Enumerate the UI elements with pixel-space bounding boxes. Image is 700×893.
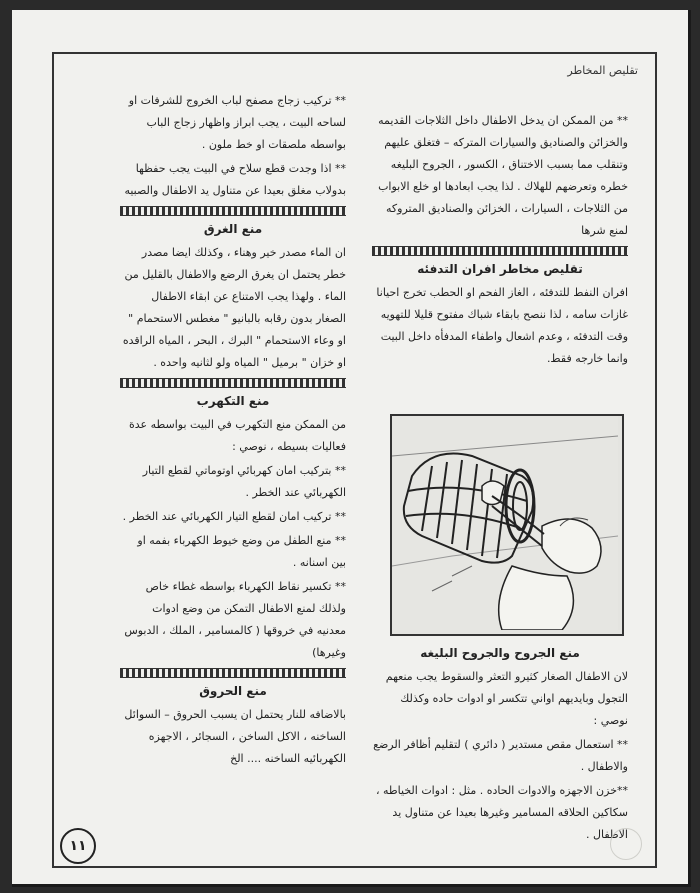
heating-heading: تقليص مخاطر افران التدفئه bbox=[417, 262, 583, 276]
wounds-item-scissors: ** استعمال مقص مستدير ( دائري ) لتقليم أظافر الرضع والاطفال . bbox=[373, 738, 628, 773]
drowning-text: ان الماء مصدر خير وهناء ، وكذلك ايضا مصدر خطر يحتمل ان يغرق الرضع والاطفال بالقليل من الماء . ولهذا يجب الامتناع عن ابقاء الاطفال الصغار بدون رقابه بالبانيو " مغطس الاستحمام " او وعاء الاستحمام " البرك ، البحر ، المياه الراقده او خزان " برميل " المياه ولو لثانيه واحده . bbox=[122, 246, 346, 369]
child-heater-illustration bbox=[390, 414, 624, 636]
wounds-heading: منع الجروح والجروح البليغه bbox=[420, 646, 580, 660]
appliances-warning: ** من الممكن ان يدخل الاطفال داخل الثلاجات القديمه والخزائن والصناديق والسيارات المتركه – فتغلق عليهم وتنقلب مما بسبب الاختناق ، الكسور ، الجروح البليغه خطره وتعرضهم للهلاك . لذا يجب ابعادها او خلع الابواب من الثلاجات ، السيارات ، الخزائن والصناديق المتروكه لمنع شرها bbox=[378, 114, 628, 237]
section-divider bbox=[120, 206, 346, 216]
right-column-top bbox=[372, 110, 628, 372]
wounds-item-storage: **خزن الاجهزه والادوات الحاده . مثل : ادوات الخياطه ، سكاكين الحلاقه المسامير وغيرها بعيدا عن متناول يد الاطفال . bbox=[375, 784, 628, 841]
burns-text: بالاضافه للنار يحتمل ان يسبب الحروق – السوائل الساخنه ، الاكل الساخن ، السجائر ، الاجهزه الكهربائيه الساخنه .... الخ bbox=[124, 708, 346, 765]
electric-item-breaker: ** تركيب امان لقطع التيار الكهربائي عند الخطر . bbox=[122, 510, 346, 523]
electric-heading: منع التكهرب bbox=[196, 394, 270, 408]
right-column-bottom bbox=[372, 642, 628, 848]
left-column bbox=[120, 90, 346, 772]
electric-text: من الممكن منع التكهرب في البيت بواسطه عدة فعاليات بسيطه ، نوصي : bbox=[129, 418, 346, 453]
show-through-page-mark bbox=[610, 828, 642, 860]
running-header: تقليص المخاطر bbox=[567, 64, 638, 77]
heating-text: افران النفط للتدفئه ، الغاز الفحم او الحطب تخرج احيانا غازات سامه ، لذا ننصح بابقاء شباك مفتوح قليلا للتهويه وقت التدفئه ، وعدم اشعال واطفاء المدفأه داخل البيت وانما خارجه فقط. bbox=[376, 286, 628, 365]
glass-item: ** تركيب زجاج مصفح لباب الخروج للشرفات او لساحه البيت ، يجب ابراز واظهار زجاج الباب بواسطه ملصقات او خط ملون . bbox=[128, 94, 346, 151]
section-divider bbox=[120, 378, 346, 388]
electric-item-cords: ** منع الطفل من وضع خيوط الكهرباء بفمه او بين اسنانه . bbox=[137, 534, 346, 569]
weapons-item: ** اذا وجدت قطع سلاح في البيت يجب حفظها بدولاب مغلق بعيدا عن متناول يد الاطفال والصبيه bbox=[124, 162, 346, 197]
wounds-text: لان الاطفال الصغار كثيرو التعثر والسقوط يجب منعهم التجول وبايديهم اواني تتكسر او ادوات حاده وكذلك نوصي : bbox=[385, 670, 628, 727]
electric-item-auto-breaker: ** بتركيب امان كهربائي اوتوماتي لقطع التيار الكهربائي عند الخطر . bbox=[142, 464, 346, 499]
burns-heading: منع الحروق bbox=[199, 684, 267, 698]
page-number: ١١ bbox=[60, 828, 96, 864]
drowning-heading: منع الغرق bbox=[203, 222, 263, 236]
heater-drawing bbox=[392, 416, 618, 630]
section-divider bbox=[372, 246, 628, 256]
electric-item-outlets: ** تكسير نقاط الكهرباء بواسطه غطاء خاص ولذلك لمنع الاطفال التمكن من وضع ادوات معدنيه في خروقها ( كالمسامير ، الملك ، الدبوس وغيرها) bbox=[124, 580, 346, 659]
section-divider bbox=[120, 668, 346, 678]
document-page bbox=[12, 10, 691, 887]
